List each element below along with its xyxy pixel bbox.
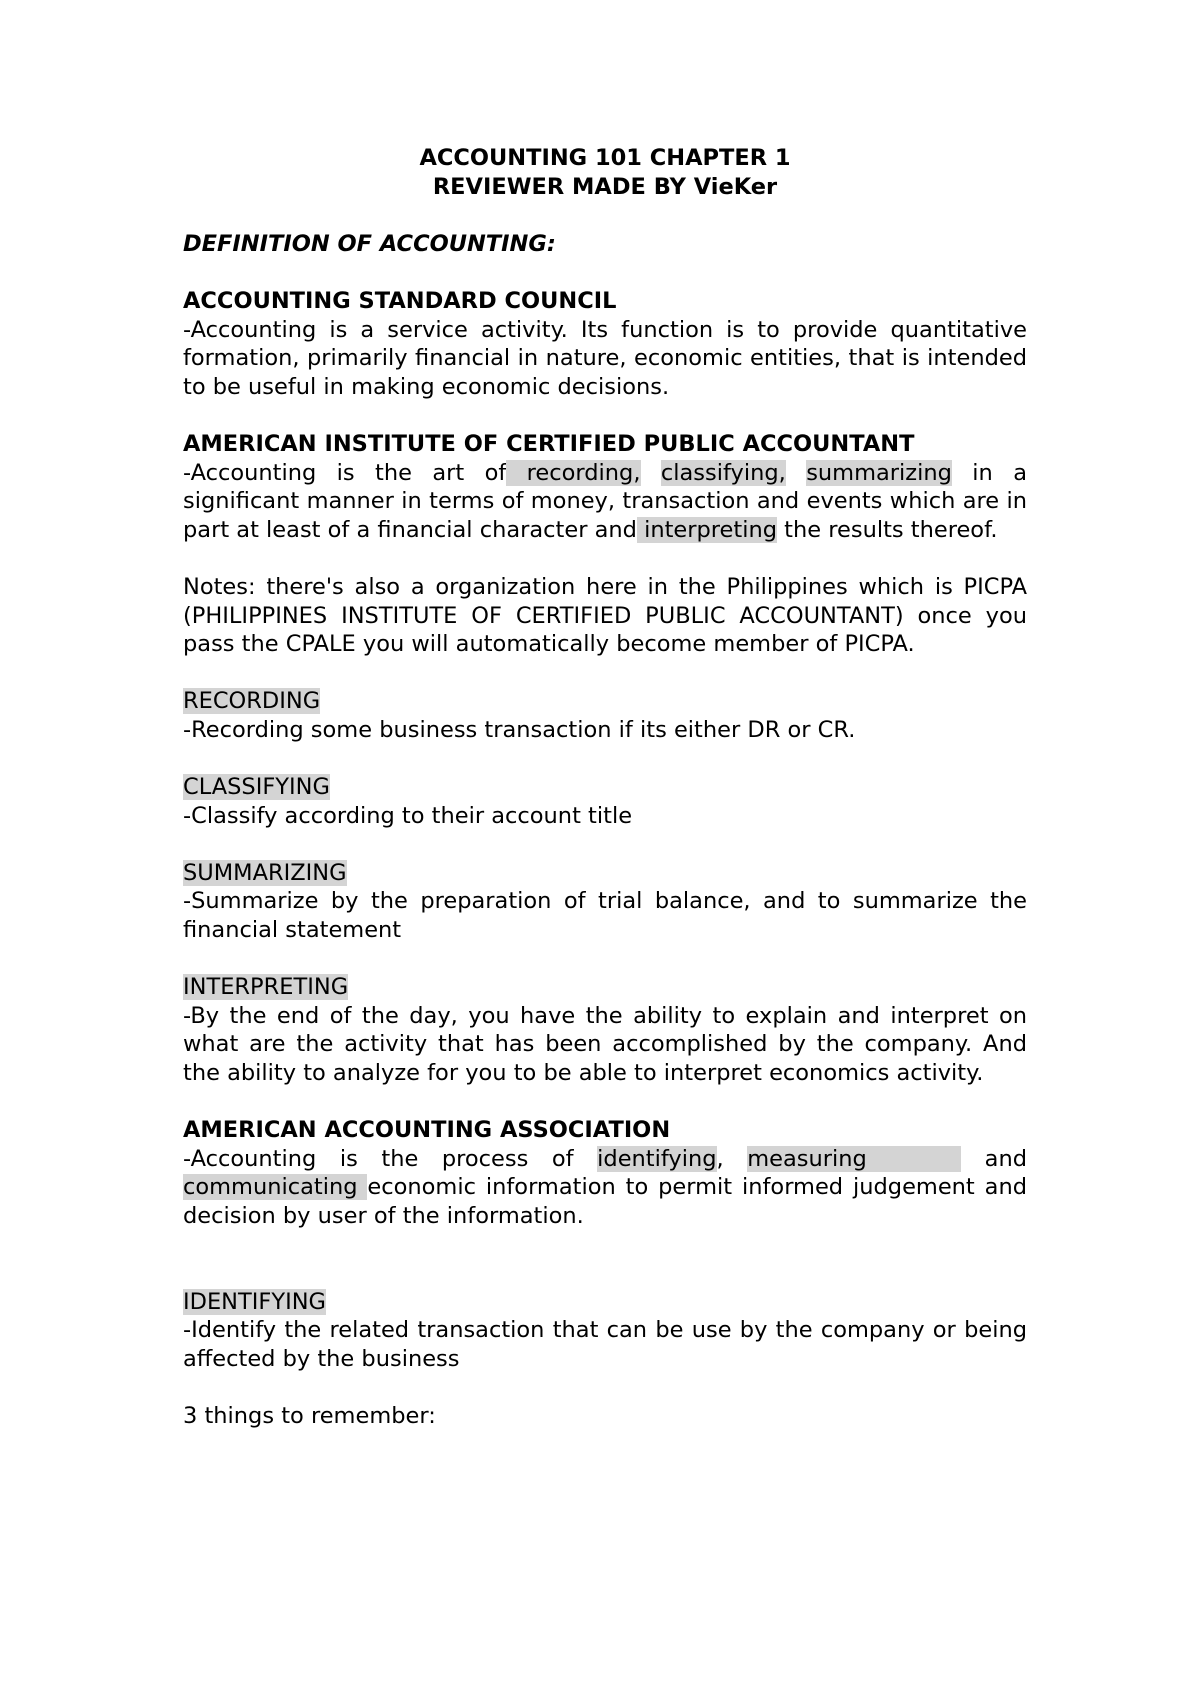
term-recording (183, 687, 1027, 744)
title-line-1: ACCOUNTING 101 CHAPTER 1 (419, 145, 791, 171)
aaa-heading: AMERICAN ACCOUNTING ASSOCIATION (183, 1117, 671, 1144)
term-label: RECORDING (183, 688, 321, 715)
term-body: -Summarize by the preparation of trial balance, and to summarize the financial statement (183, 888, 1027, 944)
aicpa-section (183, 430, 1027, 544)
asc-body: -Accounting is a service activity. Its function is to provide quantitative formation, primarily financial in nature, economic entities, that is intended to be useful in making economic decisions. (183, 316, 1027, 400)
term-body: -Classify according to their account title (183, 802, 633, 829)
highlight-interpreting: interpreting (636, 516, 778, 543)
aaa-section (183, 1116, 1027, 1230)
highlight-classifying: classifying, (660, 459, 786, 486)
aicpa-heading: AMERICAN INSTITUTE OF CERTIFIED PUBLIC ACCOUNTANT (183, 430, 915, 457)
term-body: -By the end of the day, you have the ability to explain and interpret on what are the activity that has been accomplished by the company. And the ability to analyze for you to be able to interpret economics activity. (183, 1002, 1027, 1086)
term-label: INTERPRETING (183, 974, 349, 1001)
definition-heading: DEFINITION OF ACCOUNTING: (183, 230, 556, 257)
aicpa-text-2 (641, 460, 661, 486)
term-classifying (183, 773, 1027, 830)
aaa-text-2: , (716, 1145, 748, 1172)
highlight-measuring: measuring (747, 1145, 962, 1172)
term-label: IDENTIFYING (183, 1288, 326, 1315)
document-title (183, 144, 1027, 201)
term-interpreting (183, 973, 1027, 1087)
title-line-2: REVIEWER MADE BY VieKer (432, 173, 778, 200)
aaa-text-4: economic information to permit informed judgement and decision by user of the information. (183, 1174, 1027, 1229)
term-identifying (183, 1288, 1027, 1374)
term-label: SUMMARIZING (183, 859, 347, 886)
aicpa-text-4: in a significant manner in terms of money, transaction and events which are in part at least of a financial character and (183, 459, 1027, 543)
notes-paragraph: Notes: there's also a organization here in the Philippines which is PICPA (PHILIPPINES INSTITUTE OF CERTIFIED PUBLIC ACCOUNTANT) once you pass the CPALE you will automatically become member of PICPA. (183, 573, 1027, 658)
aicpa-text-5: the results thereof. (777, 516, 998, 543)
aaa-text-1: -Accounting is the process of (183, 1145, 598, 1172)
highlight-communicating: communicating (183, 1174, 368, 1201)
highlight-recording: recording, (506, 459, 641, 486)
asc-heading: ACCOUNTING STANDARD COUNCIL (183, 287, 617, 314)
highlight-summarizing: summarizing (806, 459, 952, 486)
aaa-body (183, 1145, 1027, 1231)
aicpa-body (183, 459, 1027, 545)
document-content (183, 144, 1027, 1431)
term-body: -Identify the related transaction that can be use by the company or being affected by the business (183, 1317, 1027, 1372)
remember-line: 3 things to remember: (183, 1403, 436, 1430)
highlight-identifying: identifying (597, 1145, 717, 1172)
aicpa-text-1: -Accounting is the art of (183, 459, 507, 486)
aicpa-text-3 (786, 460, 806, 486)
asc-section (183, 287, 1027, 401)
aaa-text-3: and (961, 1145, 1028, 1172)
term-body: -Recording some business transaction if its either DR or CR. (183, 716, 856, 743)
term-summarizing (183, 859, 1027, 945)
term-label: CLASSIFYING (183, 774, 330, 801)
